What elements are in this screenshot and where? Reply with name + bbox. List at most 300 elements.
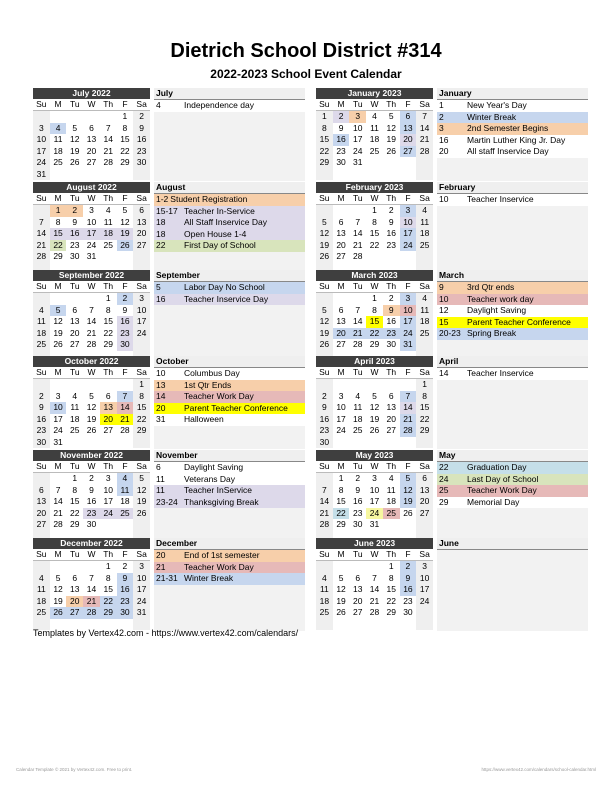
day-cell [133, 169, 150, 181]
day-cell: 19 [117, 228, 134, 240]
day-grid [316, 281, 433, 362]
day-cell: 6 [72, 572, 78, 583]
day-cell [333, 169, 350, 181]
month-calendar [316, 356, 433, 448]
weekday-label: Th [100, 549, 117, 561]
event-list-header: February [437, 182, 588, 194]
day-cell: 16 [333, 134, 350, 146]
day-cell: 3 [400, 205, 417, 217]
weekday-label: F [400, 193, 417, 205]
day-cell: 28 [353, 251, 363, 261]
event-name: Parent Teacher Conference [467, 316, 571, 327]
weekday-label: Tu [66, 461, 83, 473]
day-cell: 11 [386, 484, 396, 495]
day-cell: 23 [383, 328, 400, 340]
day-cell: 8 [338, 484, 344, 495]
event-row [437, 340, 588, 352]
day-cell: 20 [86, 145, 97, 156]
day-cell: 16 [117, 584, 134, 596]
day-cell: 1 [388, 561, 394, 571]
day-cell: 11 [103, 216, 113, 227]
day-cell: 2 [122, 561, 128, 571]
day-cell [333, 437, 350, 449]
day-cell: 12 [120, 216, 130, 227]
day-cell [383, 437, 400, 449]
day-cell: 28 [103, 157, 113, 167]
day-cell [416, 519, 433, 531]
day-cell: 29 [120, 157, 130, 167]
day-cell: 3 [133, 561, 150, 573]
day-cell [50, 561, 67, 573]
day-cell: 24 [100, 508, 117, 520]
event-date: 1 [439, 100, 444, 110]
event-row [437, 437, 588, 449]
day-cell [400, 437, 417, 449]
day-cell [416, 339, 433, 351]
day-cell: 28 [53, 519, 63, 529]
day-cell [83, 293, 100, 305]
day-cell: 7 [372, 572, 377, 583]
day-cell: 22 [369, 239, 380, 250]
day-cell: 27 [386, 425, 396, 435]
footer-right: https://www.vertex42.com/calendars/school-calendar.html [481, 767, 596, 772]
day-cell: 6 [338, 216, 344, 227]
day-cell [333, 293, 350, 305]
event-row [154, 403, 305, 415]
day-cell: 2 [388, 293, 394, 303]
day-cell: 25 [316, 607, 333, 619]
event-list [437, 538, 588, 631]
day-cell: 3 [416, 561, 433, 573]
day-cell: 5 [338, 572, 344, 583]
event-name: Winter Break [467, 111, 517, 122]
day-cell: 1 [105, 561, 111, 571]
day-cell: 28 [369, 607, 380, 617]
event-row [437, 240, 588, 252]
day-cell: 8 [105, 572, 111, 583]
day-cell: 15 [366, 316, 383, 328]
event-date: 14 [439, 368, 449, 378]
day-cell: 6 [33, 485, 50, 497]
day-cell: 25 [416, 240, 433, 252]
day-cell: 29 [70, 519, 80, 529]
event-name: Open House 1-4 [184, 228, 247, 239]
day-cell: 16 [400, 584, 417, 596]
weekday-label: Su [33, 549, 50, 561]
day-grid [316, 549, 433, 630]
event-row [154, 217, 305, 229]
weekday-label: F [117, 461, 134, 473]
day-cell [33, 473, 50, 485]
day-cell: 5 [50, 305, 67, 317]
weekday-label: Su [33, 281, 50, 293]
event-date: 3 [439, 123, 444, 133]
day-cell [349, 437, 366, 449]
day-cell: 3 [400, 293, 417, 305]
weekday-label: F [117, 367, 134, 379]
day-cell: 30 [70, 251, 80, 261]
day-cell: 15 [70, 496, 80, 506]
day-cell: 2 [333, 111, 350, 123]
day-cell: 9 [338, 122, 344, 133]
event-name: All Staff Inservice Day [184, 217, 267, 227]
event-list-header: April [437, 356, 588, 368]
day-cell: 4 [33, 305, 50, 317]
day-cell: 11 [316, 584, 333, 596]
month-header: January 2023 [316, 88, 433, 99]
event-list-header: March [437, 270, 588, 282]
day-cell: 18 [33, 328, 50, 340]
day-cell [316, 619, 333, 631]
weekday-label: Sa [133, 549, 150, 561]
weekday-label: Th [100, 367, 117, 379]
month-calendar [316, 88, 433, 180]
day-cell [416, 619, 433, 631]
day-cell: 25 [103, 239, 113, 250]
day-cell: 21 [416, 134, 433, 146]
event-row [437, 328, 588, 340]
event-row [437, 391, 588, 403]
event-row [154, 596, 305, 608]
day-cell [333, 619, 350, 631]
day-cell [50, 111, 67, 123]
day-cell: 21 [349, 328, 366, 340]
event-row [437, 414, 588, 426]
event-name: Teacher In-Service [184, 205, 255, 216]
event-row [154, 100, 305, 112]
weekday-label: Th [100, 193, 117, 205]
day-cell: 31 [353, 157, 363, 167]
event-date: 18 [156, 217, 166, 227]
day-cell: 2 [400, 561, 417, 573]
event-date: 20 [439, 146, 449, 156]
day-cell [83, 111, 100, 123]
day-cell: 6 [133, 205, 150, 217]
event-date: 14 [156, 391, 166, 401]
day-cell: 23 [117, 328, 134, 340]
day-cell: 30 [316, 437, 333, 449]
day-cell: 18 [120, 496, 130, 506]
day-cell [400, 251, 417, 263]
event-name: 3rd Qtr ends [467, 282, 515, 292]
event-name: Labor Day No School [184, 282, 265, 292]
day-cell: 10 [416, 573, 433, 585]
weekday-label: F [400, 367, 417, 379]
day-cell: 25 [416, 328, 433, 340]
day-cell: 4 [72, 390, 78, 401]
event-row [437, 474, 588, 486]
day-cell: 28 [400, 425, 417, 437]
event-row [437, 317, 588, 329]
day-cell: 20 [336, 239, 346, 250]
weekday-label: Tu [66, 549, 83, 561]
day-cell: 18 [353, 413, 363, 424]
day-cell: 10 [86, 216, 97, 227]
day-cell: 28 [316, 519, 333, 531]
day-cell: 24 [353, 145, 363, 156]
event-row [154, 240, 305, 252]
day-cell: 29 [53, 251, 63, 261]
day-cell: 30 [117, 607, 134, 619]
event-row [437, 135, 588, 147]
weekday-label: Th [100, 99, 117, 111]
day-grid [316, 99, 433, 180]
day-cell: 10 [400, 217, 417, 229]
day-cell: 20 [70, 327, 80, 338]
day-cell: 25 [70, 425, 80, 435]
day-cell [349, 619, 366, 631]
day-cell: 21 [86, 327, 97, 338]
day-cell [366, 619, 383, 631]
event-name: First Day of School [184, 240, 256, 250]
weekday-label: Th [100, 461, 117, 473]
day-cell: 3 [338, 390, 344, 401]
day-cell: 27 [133, 240, 150, 252]
day-cell: 7 [355, 304, 361, 315]
day-cell: 4 [33, 573, 50, 585]
day-cell: 1 [133, 379, 150, 391]
day-cell: 31 [369, 519, 380, 529]
day-cell: 25 [53, 157, 63, 167]
day-cell: 21 [316, 508, 333, 520]
event-row [154, 573, 305, 585]
day-cell: 16 [353, 496, 363, 506]
weekday-label: F [400, 99, 417, 111]
event-name: Halloween [184, 414, 224, 424]
event-row [154, 282, 305, 294]
event-row [154, 169, 305, 181]
event-date: 21-31 [156, 573, 178, 583]
day-cell: 5 [316, 217, 333, 229]
day-cell: 9 [388, 216, 394, 227]
day-cell: 18 [53, 145, 63, 156]
day-cell: 8 [55, 216, 61, 227]
month-header: May 2023 [316, 450, 433, 461]
day-cell: 22 [316, 146, 333, 158]
weekday-label: F [117, 549, 134, 561]
weekday-label: Tu [66, 99, 83, 111]
weekday-label: Th [100, 281, 117, 293]
event-date: 24 [439, 473, 449, 484]
day-cell: 13 [353, 584, 363, 594]
day-cell: 11 [353, 402, 363, 412]
day-cell: 2 [133, 111, 150, 123]
weekday-label: M [333, 281, 350, 293]
day-cell [117, 519, 134, 531]
day-cell: 1 [316, 111, 333, 123]
month-calendar [33, 450, 150, 542]
day-cell [349, 293, 366, 305]
day-grid [33, 461, 150, 542]
day-cell: 26 [70, 157, 80, 167]
day-cell: 22 [70, 507, 80, 518]
footer-left: Calendar Template © 2021 by Vertex42.com. Free to print. [16, 767, 133, 772]
month-header: December 2022 [33, 538, 150, 549]
event-name: Teacher Inservice [467, 368, 534, 378]
day-cell: 1 [105, 293, 111, 303]
day-cell: 27 [103, 425, 113, 435]
weekday-label: Sa [416, 193, 433, 205]
day-cell: 13 [33, 496, 50, 508]
day-cell: 2 [316, 391, 333, 403]
day-cell: 1 [338, 473, 344, 483]
day-cell: 22 [133, 414, 150, 426]
weekday-label: Su [33, 367, 50, 379]
day-cell: 7 [89, 572, 94, 583]
day-cell: 15 [133, 402, 150, 414]
event-row [437, 100, 588, 112]
day-cell: 3 [372, 473, 377, 483]
day-cell: 4 [372, 111, 377, 121]
day-cell: 2 [66, 205, 83, 217]
weekday-label: M [50, 367, 67, 379]
day-cell: 11 [70, 402, 80, 412]
month-header: February 2023 [316, 182, 433, 193]
day-cell: 26 [86, 425, 97, 435]
event-row [437, 403, 588, 415]
event-date: 15-17 [156, 205, 178, 216]
day-cell: 20 [416, 496, 433, 508]
day-cell: 10 [369, 484, 380, 495]
event-row [437, 112, 588, 124]
day-cell: 23 [316, 425, 333, 437]
day-cell: 26 [117, 240, 134, 252]
day-cell: 5 [55, 572, 61, 583]
event-name: Spring Break [467, 328, 517, 338]
weekday-label: Th [383, 99, 400, 111]
day-cell: 12 [336, 584, 346, 594]
day-cell: 17 [416, 584, 433, 596]
weekday-label: Th [383, 193, 400, 205]
weekday-label: W [83, 193, 100, 205]
day-cell: 6 [89, 122, 94, 133]
month-calendar [33, 270, 150, 362]
day-cell: 25 [117, 508, 134, 520]
event-date: 16 [156, 293, 166, 304]
day-cell: 10 [353, 122, 363, 133]
event-row [154, 497, 305, 509]
day-cell: 20 [333, 328, 350, 340]
day-cell: 19 [369, 413, 380, 424]
day-cell: 21 [400, 414, 417, 426]
event-list-header: August [154, 182, 305, 194]
day-cell [50, 379, 67, 391]
event-row [437, 282, 588, 294]
event-name: Teacher work day [467, 293, 534, 304]
event-name: Martin Luther King Jr. Day [467, 134, 566, 145]
day-cell: 24 [336, 425, 346, 435]
day-cell: 3 [349, 111, 366, 123]
event-date: 22 [439, 462, 449, 472]
weekday-label: M [50, 281, 67, 293]
day-cell: 4 [388, 473, 394, 483]
weekday-label: Sa [133, 367, 150, 379]
weekday-label: W [366, 99, 383, 111]
event-name: Teacher Work Day [184, 561, 254, 572]
event-row [154, 194, 305, 206]
day-cell: 23 [70, 239, 80, 250]
weekday-label: W [366, 281, 383, 293]
day-cell: 2 [388, 205, 394, 215]
day-cell: 13 [400, 123, 417, 135]
day-cell: 25 [353, 425, 363, 435]
day-cell: 30 [353, 519, 363, 529]
day-cell: 4 [50, 123, 67, 135]
day-cell [416, 157, 433, 169]
day-cell: 31 [33, 169, 50, 181]
day-cell: 4 [105, 205, 111, 215]
event-name: Daylight Saving [467, 305, 527, 315]
day-cell: 14 [103, 134, 113, 144]
event-row [437, 573, 588, 585]
day-cell [316, 169, 333, 181]
day-cell: 11 [53, 134, 63, 144]
day-cell: 22 [416, 414, 433, 426]
day-cell: 12 [133, 485, 150, 497]
day-cell: 24 [400, 240, 417, 252]
day-cell: 3 [89, 205, 94, 215]
day-cell: 6 [72, 304, 78, 315]
day-cell: 6 [416, 473, 433, 485]
event-list [154, 538, 305, 631]
day-cell: 21 [103, 145, 113, 156]
day-cell: 9 [383, 305, 400, 317]
month-header: November 2022 [33, 450, 150, 461]
day-cell: 21 [353, 239, 363, 250]
day-cell: 14 [33, 228, 50, 240]
day-cell: 21 [53, 507, 63, 518]
event-date: 6 [156, 462, 161, 472]
event-row [437, 619, 588, 631]
weekday-label: Su [316, 367, 333, 379]
day-cell: 19 [400, 496, 417, 508]
day-cell: 14 [353, 316, 363, 326]
day-cell: 24 [33, 157, 50, 169]
day-cell: 17 [400, 228, 417, 240]
day-cell: 8 [372, 216, 377, 227]
day-cell [333, 561, 350, 573]
day-cell: 26 [336, 607, 346, 617]
day-cell: 30 [336, 157, 346, 167]
day-cell: 28 [83, 607, 100, 619]
weekday-label: Th [383, 281, 400, 293]
weekday-label: Sa [133, 193, 150, 205]
day-cell: 22 [366, 328, 383, 340]
day-cell: 17 [336, 413, 346, 424]
day-cell [316, 205, 333, 217]
day-cell: 11 [117, 485, 134, 497]
day-cell: 12 [316, 316, 333, 328]
event-row [437, 169, 588, 181]
day-cell: 29 [133, 425, 150, 437]
day-cell: 1 [372, 293, 377, 303]
day-cell: 29 [336, 519, 346, 529]
day-cell [117, 437, 134, 449]
day-cell: 17 [103, 496, 113, 506]
day-cell: 16 [386, 316, 396, 326]
day-cell [83, 169, 100, 181]
day-cell: 9 [133, 123, 150, 135]
day-cell: 9 [89, 484, 94, 495]
day-cell [33, 561, 50, 573]
weekday-label: F [400, 281, 417, 293]
day-cell [349, 379, 366, 391]
day-cell [117, 379, 134, 391]
event-row [154, 562, 305, 574]
day-cell: 20 [353, 595, 363, 606]
month-header: July 2022 [33, 88, 150, 99]
event-name: Winter Break [184, 573, 234, 583]
